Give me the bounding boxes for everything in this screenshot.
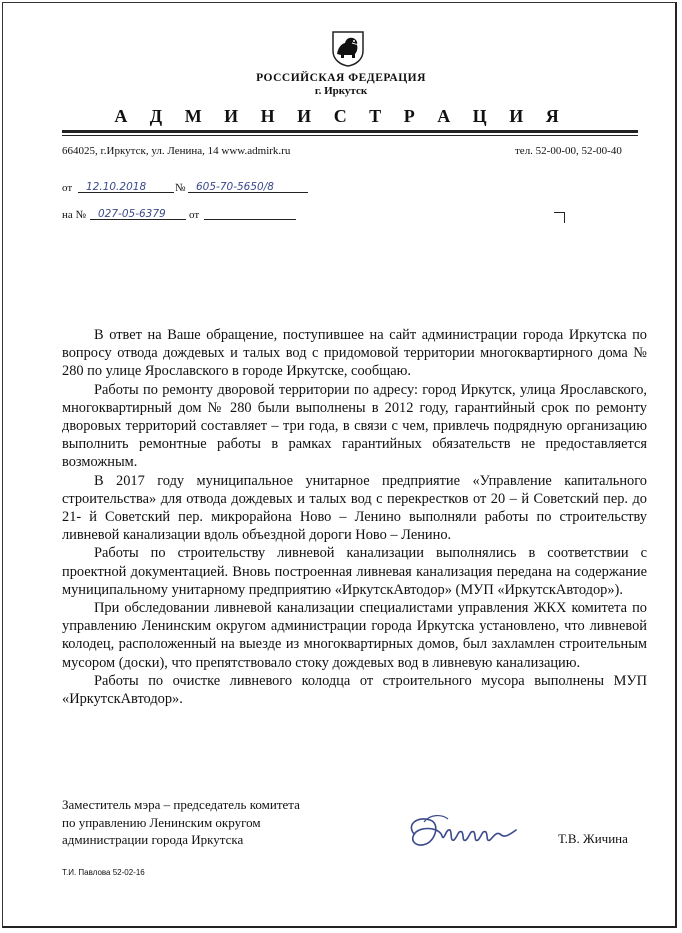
outgoing-date: 12.10.2018 [78, 181, 174, 193]
letter-body [62, 326, 647, 708]
header-rule-thin [62, 135, 638, 136]
organization-phone: тел. 52-00-00, 52-00-40 [515, 145, 622, 157]
city-name: г. Иркутск [314, 85, 368, 97]
body-paragraph: При обследовании ливневой канализации специалистами управления ЖКХ комитета по управлению Ленинским округом администрации города Иркутска установлено, что ливневой колодец, расположенный на выезде из многоквартирных домов, был захламлен строительным мусором (доски), что препятствовало стоку дождевых вод в ливневую канализацию. [62, 600, 647, 671]
country-name: РОССИЙСКАЯ ФЕДЕРАЦИЯ [256, 72, 426, 84]
position-line: администрации города Иркутска [62, 832, 244, 847]
reply-date [204, 208, 296, 220]
body-paragraph: В 2017 году муниципальное унитарное предприятие «Управление капитального строительства» для отвода дождевых и талых вод с перекрестков от 20 – й Советский пер. до 21- й Советский пер. микрорайона Ново – Ленино выполняли работы по строительству ливневой канализации вдоль объездной дороги Ново – Ленино. [62, 472, 647, 544]
header-rule-thick [62, 130, 638, 133]
from-label: от [62, 182, 73, 194]
organization-title: А Д М И Н И С Т Р А Ц И Я [114, 106, 568, 126]
coat-of-arms-icon [331, 31, 365, 67]
executor-note: Т.И. Павлова 52-02-16 [62, 868, 145, 877]
reply-number: 027-05-6379 [90, 208, 186, 220]
reply-from-label: от [189, 209, 200, 221]
body-paragraph: Работы по строительству ливневой канализации выполнялись в соответствии с проектной документацией. Вновь построенная ливневая канализация передана на содержание муниципальному унитарному предприятию «ИркутскАвтодор» (МУП «ИркутскАвтодор»). [62, 545, 647, 598]
address-corner-mark [554, 212, 565, 223]
body-paragraph: Работы по ремонту дворовой территории по адресу: город Иркутск, улица Ярославского, многоквартирный дом № 280 были выполнены в 2012 году, гарантийный срок по ремонту дворовых территорий составляет – три года, в связи с чем, привлечь подрядную организацию выполнить ремонтные работы в рамках гарантийных обязательств не предоставляется возможным. [62, 381, 647, 471]
body-paragraph: В ответ на Ваше обращение, поступившее на сайт администрации города Иркутска по вопросу отвода дождевых и талых вод с придомовой территории многоквартирного дома № 280 по улице Ярославского в городе Иркутске, сообщаю. [62, 327, 647, 380]
reply-number-label: на № [62, 209, 87, 221]
position-line: Заместитель мэра – председатель комитета [62, 797, 300, 812]
signatory-position [62, 796, 300, 849]
handwritten-signature [400, 810, 525, 858]
number-label: № [175, 182, 186, 194]
position-line: по управлению Ленинским округом [62, 814, 261, 830]
signatory-name: Т.В. Жичина [558, 831, 628, 846]
organization-address: 664025, г.Иркутск, ул. Ленина, 14 www.admirk.ru [62, 145, 291, 157]
outgoing-number: 605-70-5650/8 [188, 181, 308, 193]
body-paragraph: Работы по очистке ливневого колодца от строительного мусора выполнены МУП «ИркутскАвтодор». [62, 672, 647, 708]
